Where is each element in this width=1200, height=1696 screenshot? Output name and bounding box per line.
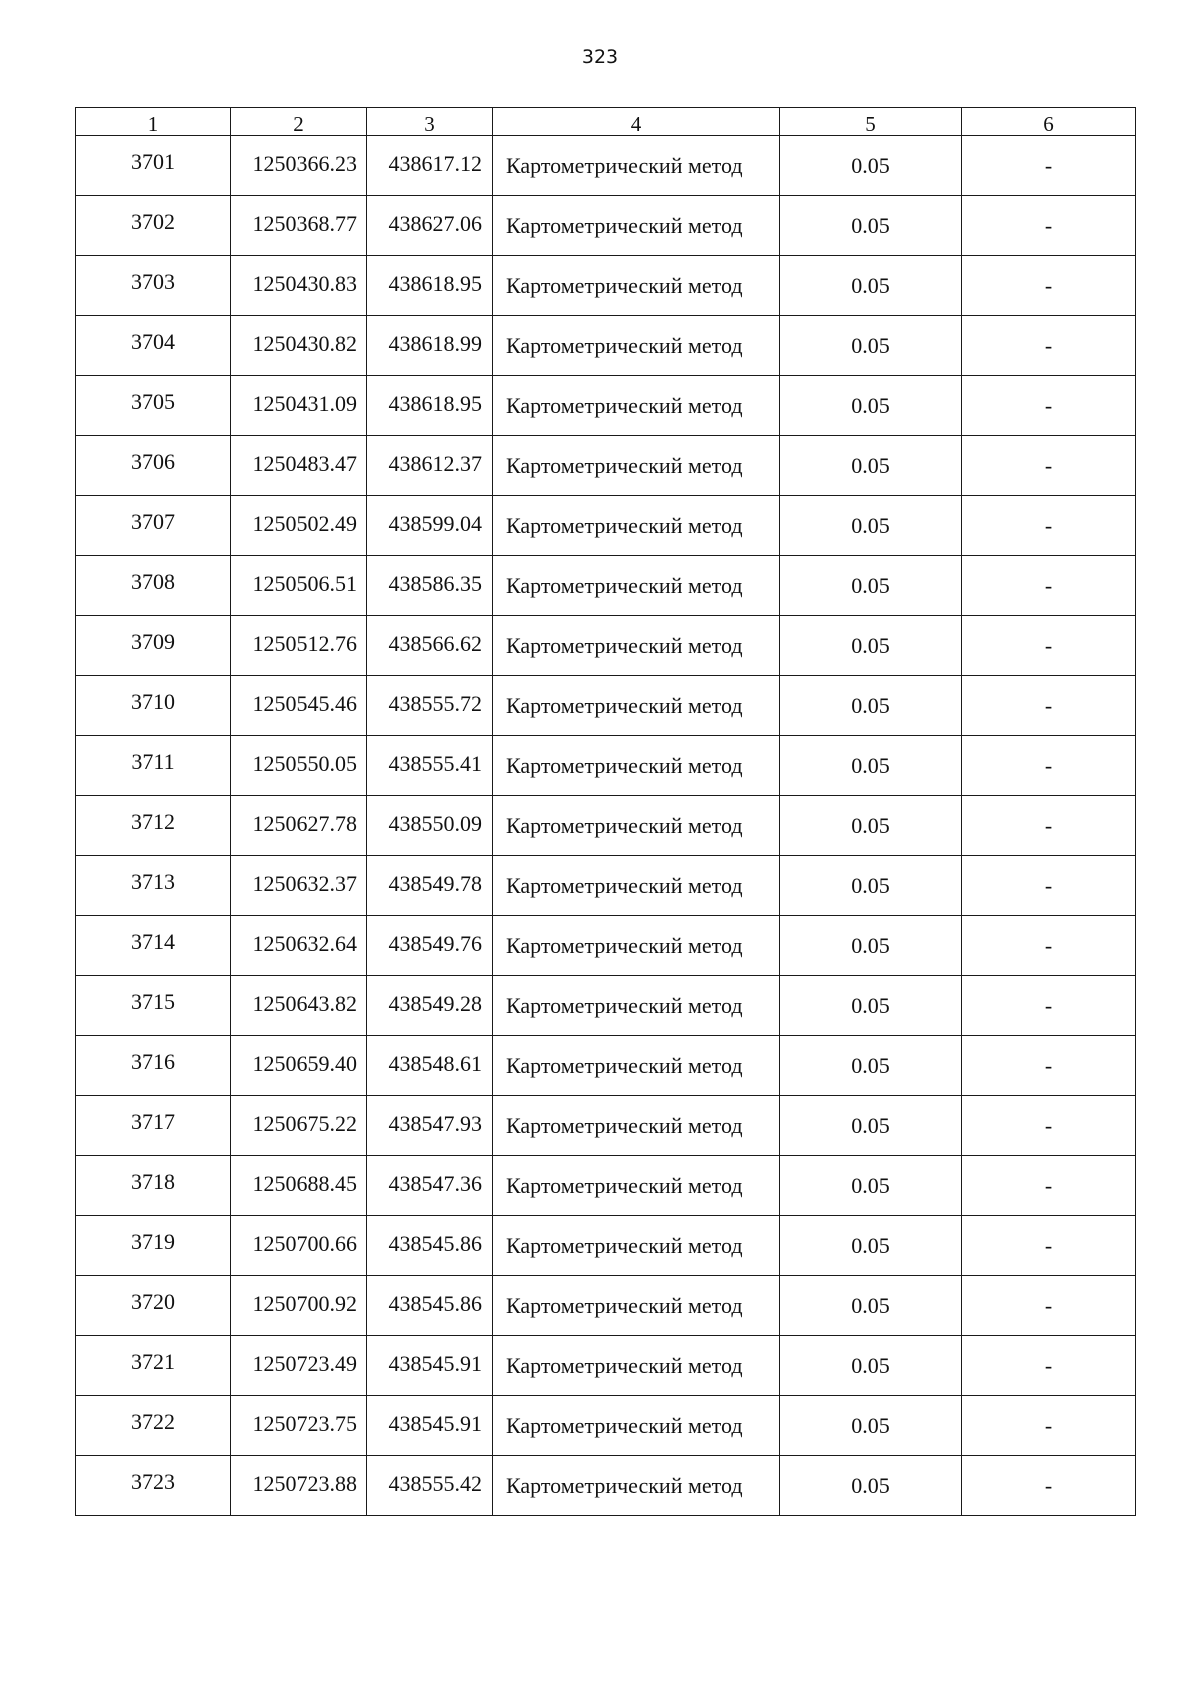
method-cell: Картометрический метод [493,1216,780,1276]
table-row [76,1096,1136,1156]
x-coordinate-cell: 1250723.49 [231,1336,367,1396]
y-coordinate-cell: 438586.35 [367,556,493,616]
point-number-cell: 3708 [76,556,231,616]
point-number-cell: 3723 [76,1456,231,1516]
accuracy-cell: 0.05 [780,916,962,976]
method-cell: Картометрический метод [493,316,780,376]
note-cell: - [962,376,1136,436]
table-row [76,736,1136,796]
accuracy-cell: 0.05 [780,1156,962,1216]
method-cell: Картометрический метод [493,856,780,916]
method-cell: Картометрический метод [493,136,780,196]
point-number-cell: 3705 [76,376,231,436]
x-coordinate-cell: 1250632.64 [231,916,367,976]
point-number-cell: 3710 [76,676,231,736]
point-number-cell: 3709 [76,616,231,676]
column-header-3: 3 [367,108,493,136]
x-coordinate-cell: 1250512.76 [231,616,367,676]
accuracy-cell: 0.05 [780,1096,962,1156]
note-cell: - [962,256,1136,316]
point-number-cell: 3701 [76,136,231,196]
note-cell: - [962,436,1136,496]
method-cell: Картометрический метод [493,1156,780,1216]
note-cell: - [962,1096,1136,1156]
y-coordinate-cell: 438599.04 [367,496,493,556]
point-number-cell: 3712 [76,796,231,856]
table-row [76,1396,1136,1456]
note-cell: - [962,1276,1136,1336]
point-number-cell: 3711 [76,736,231,796]
column-header-2: 2 [231,108,367,136]
table-row [76,436,1136,496]
y-coordinate-cell: 438555.41 [367,736,493,796]
x-coordinate-cell: 1250366.23 [231,136,367,196]
y-coordinate-cell: 438612.37 [367,436,493,496]
y-coordinate-cell: 438545.91 [367,1336,493,1396]
point-number-cell: 3706 [76,436,231,496]
table-row [76,1216,1136,1276]
point-number-cell: 3717 [76,1096,231,1156]
table-header [76,108,1136,136]
y-coordinate-cell: 438545.91 [367,1396,493,1456]
accuracy-cell: 0.05 [780,496,962,556]
table-row [76,256,1136,316]
table-row [76,916,1136,976]
column-header-6: 6 [962,108,1136,136]
table-row [76,1456,1136,1516]
note-cell: - [962,1396,1136,1456]
table-row [76,316,1136,376]
x-coordinate-cell: 1250506.51 [231,556,367,616]
y-coordinate-cell: 438555.42 [367,1456,493,1516]
y-coordinate-cell: 438617.12 [367,136,493,196]
y-coordinate-cell: 438618.95 [367,376,493,436]
y-coordinate-cell: 438549.28 [367,976,493,1036]
table-row [76,616,1136,676]
method-cell: Картометрический метод [493,1396,780,1456]
y-coordinate-cell: 438549.78 [367,856,493,916]
y-coordinate-cell: 438547.36 [367,1156,493,1216]
method-cell: Картометрический метод [493,796,780,856]
x-coordinate-cell: 1250700.92 [231,1276,367,1336]
accuracy-cell: 0.05 [780,316,962,376]
x-coordinate-cell: 1250659.40 [231,1036,367,1096]
x-coordinate-cell: 1250675.22 [231,1096,367,1156]
column-header-4: 4 [493,108,780,136]
accuracy-cell: 0.05 [780,256,962,316]
x-coordinate-cell: 1250483.47 [231,436,367,496]
method-cell: Картометрический метод [493,1336,780,1396]
y-coordinate-cell: 438550.09 [367,796,493,856]
method-cell: Картометрический метод [493,1036,780,1096]
accuracy-cell: 0.05 [780,736,962,796]
method-cell: Картометрический метод [493,676,780,736]
method-cell: Картометрический метод [493,436,780,496]
note-cell: - [962,556,1136,616]
accuracy-cell: 0.05 [780,1456,962,1516]
note-cell: - [962,1036,1136,1096]
table-row [76,1336,1136,1396]
x-coordinate-cell: 1250643.82 [231,976,367,1036]
x-coordinate-cell: 1250723.88 [231,1456,367,1516]
accuracy-cell: 0.05 [780,376,962,436]
method-cell: Картометрический метод [493,916,780,976]
method-cell: Картометрический метод [493,376,780,436]
table-row [76,196,1136,256]
note-cell: - [962,1156,1136,1216]
point-number-cell: 3720 [76,1276,231,1336]
x-coordinate-cell: 1250688.45 [231,1156,367,1216]
method-cell: Картометрический метод [493,1096,780,1156]
note-cell: - [962,1336,1136,1396]
point-number-cell: 3716 [76,1036,231,1096]
method-cell: Картометрический метод [493,1276,780,1336]
y-coordinate-cell: 438547.93 [367,1096,493,1156]
point-number-cell: 3722 [76,1396,231,1456]
y-coordinate-cell: 438618.95 [367,256,493,316]
x-coordinate-cell: 1250550.05 [231,736,367,796]
table-row [76,496,1136,556]
x-coordinate-cell: 1250430.82 [231,316,367,376]
table-row [76,1156,1136,1216]
x-coordinate-cell: 1250723.75 [231,1396,367,1456]
note-cell: - [962,196,1136,256]
note-cell: - [962,676,1136,736]
method-cell: Картометрический метод [493,976,780,1036]
point-number-cell: 3707 [76,496,231,556]
table-row [76,376,1136,436]
y-coordinate-cell: 438545.86 [367,1216,493,1276]
y-coordinate-cell: 438548.61 [367,1036,493,1096]
point-number-cell: 3702 [76,196,231,256]
point-number-cell: 3721 [76,1336,231,1396]
point-number-cell: 3715 [76,976,231,1036]
accuracy-cell: 0.05 [780,196,962,256]
accuracy-cell: 0.05 [780,556,962,616]
y-coordinate-cell: 438549.76 [367,916,493,976]
column-header-1: 1 [76,108,231,136]
header-row [76,108,1136,136]
table-body [76,136,1136,1516]
coordinates-table [75,107,1136,1516]
accuracy-cell: 0.05 [780,1336,962,1396]
x-coordinate-cell: 1250627.78 [231,796,367,856]
y-coordinate-cell: 438566.62 [367,616,493,676]
note-cell: - [962,496,1136,556]
accuracy-cell: 0.05 [780,1396,962,1456]
method-cell: Картометрический метод [493,196,780,256]
y-coordinate-cell: 438618.99 [367,316,493,376]
table-row [76,976,1136,1036]
table-row [76,796,1136,856]
x-coordinate-cell: 1250430.83 [231,256,367,316]
accuracy-cell: 0.05 [780,616,962,676]
accuracy-cell: 0.05 [780,856,962,916]
x-coordinate-cell: 1250368.77 [231,196,367,256]
accuracy-cell: 0.05 [780,1036,962,1096]
y-coordinate-cell: 438627.06 [367,196,493,256]
point-number-cell: 3714 [76,916,231,976]
method-cell: Картометрический метод [493,616,780,676]
note-cell: - [962,976,1136,1036]
accuracy-cell: 0.05 [780,676,962,736]
column-header-5: 5 [780,108,962,136]
note-cell: - [962,1216,1136,1276]
note-cell: - [962,616,1136,676]
y-coordinate-cell: 438555.72 [367,676,493,736]
note-cell: - [962,1456,1136,1516]
method-cell: Картометрический метод [493,496,780,556]
point-number-cell: 3704 [76,316,231,376]
x-coordinate-cell: 1250545.46 [231,676,367,736]
point-number-cell: 3703 [76,256,231,316]
table-row [76,1276,1136,1336]
accuracy-cell: 0.05 [780,1276,962,1336]
accuracy-cell: 0.05 [780,796,962,856]
method-cell: Картометрический метод [493,1456,780,1516]
y-coordinate-cell: 438545.86 [367,1276,493,1336]
method-cell: Картометрический метод [493,256,780,316]
table-row [76,1036,1136,1096]
page-number: 323 [581,46,619,68]
x-coordinate-cell: 1250700.66 [231,1216,367,1276]
accuracy-cell: 0.05 [780,136,962,196]
x-coordinate-cell: 1250431.09 [231,376,367,436]
note-cell: - [962,136,1136,196]
point-number-cell: 3718 [76,1156,231,1216]
table-row [76,856,1136,916]
point-number-cell: 3713 [76,856,231,916]
note-cell: - [962,916,1136,976]
note-cell: - [962,796,1136,856]
method-cell: Картометрический метод [493,736,780,796]
note-cell: - [962,316,1136,376]
point-number-cell: 3719 [76,1216,231,1276]
table-row [76,676,1136,736]
method-cell: Картометрический метод [493,556,780,616]
accuracy-cell: 0.05 [780,1216,962,1276]
accuracy-cell: 0.05 [780,436,962,496]
accuracy-cell: 0.05 [780,976,962,1036]
x-coordinate-cell: 1250632.37 [231,856,367,916]
note-cell: - [962,736,1136,796]
note-cell: - [962,856,1136,916]
table-row [76,136,1136,196]
x-coordinate-cell: 1250502.49 [231,496,367,556]
table-row [76,556,1136,616]
